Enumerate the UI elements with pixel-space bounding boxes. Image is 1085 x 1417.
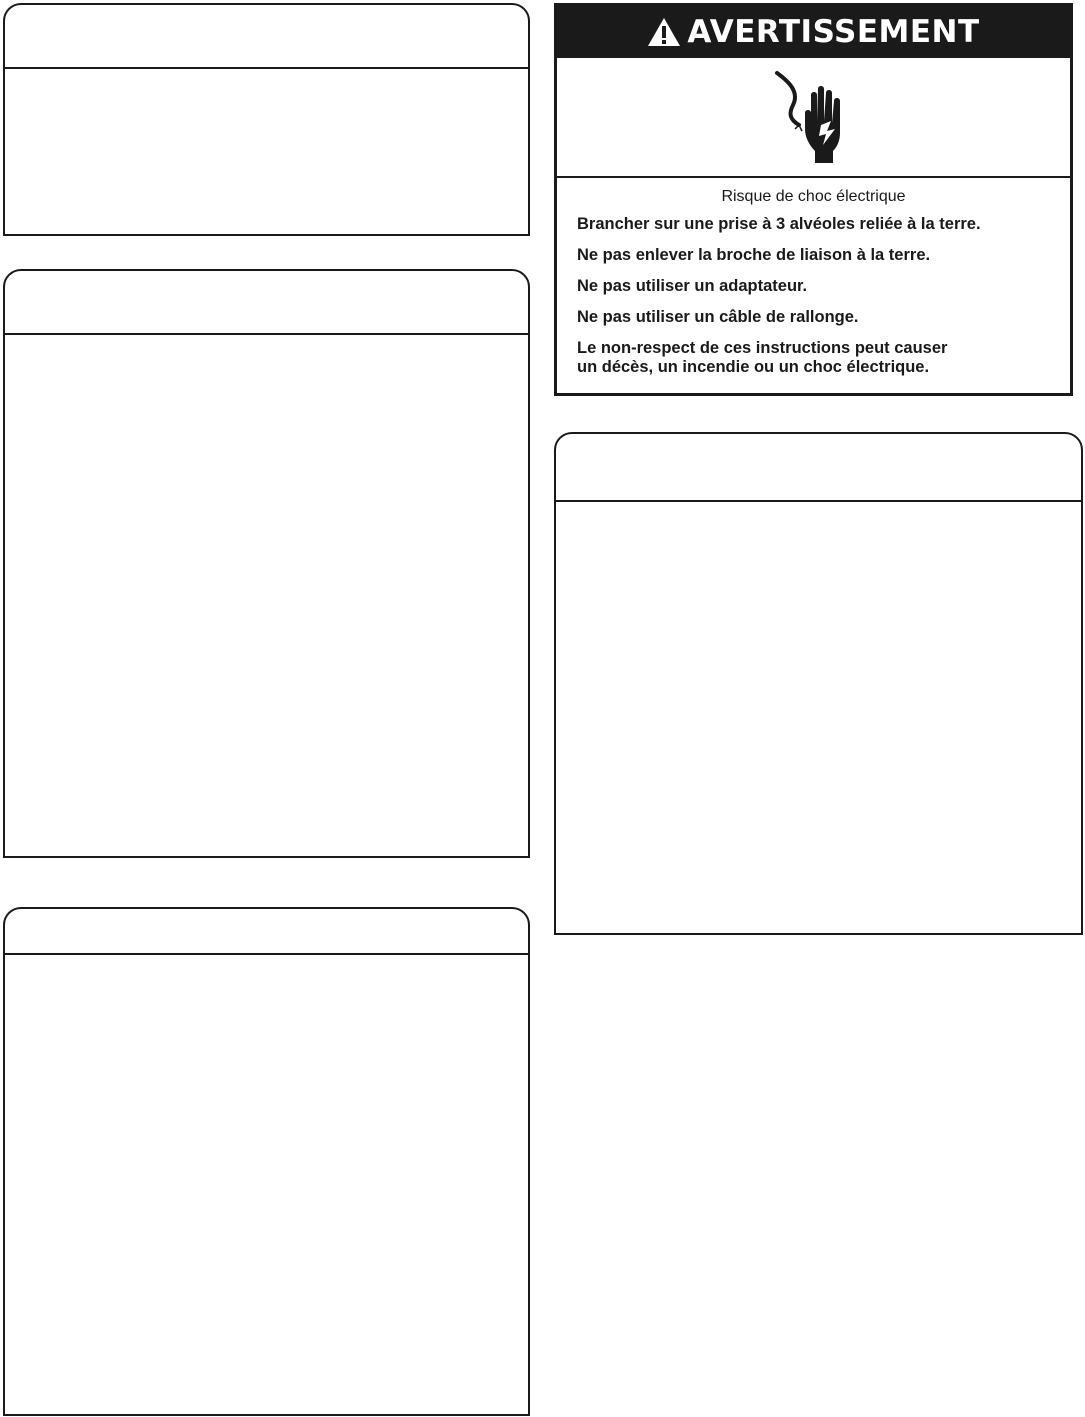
warning-instruction: Ne pas utiliser un adaptateur.	[577, 277, 808, 295]
section-panel-middle-left	[3, 269, 530, 858]
warning-instruction: Brancher sur une prise à 3 alvéoles reliée à la terre.	[577, 215, 981, 233]
section-panel-header	[5, 5, 528, 69]
section-panel-right	[554, 432, 1083, 935]
warning-consequence-line: Le non-respect de ces instructions peut causer	[577, 339, 948, 357]
section-panel-top-left	[3, 3, 530, 236]
warning-consequence-line: un décès, un incendie ou un choc électrique.	[577, 358, 930, 376]
warning-header	[557, 6, 1070, 58]
section-panel-header	[5, 909, 528, 955]
warning-instruction: Ne pas utiliser un câble de rallonge.	[577, 308, 859, 326]
warning-triangle-icon	[647, 17, 681, 47]
warning-subtitle: Risque de choc électrique	[721, 188, 906, 205]
warning-label	[554, 3, 1073, 396]
warning-instruction: Ne pas enlever la broche de liaison à la terre.	[577, 246, 931, 264]
warning-consequence	[577, 339, 1058, 377]
warning-body	[577, 188, 1058, 377]
warning-title: AVERTISSEMENT	[687, 14, 980, 50]
section-panel-header	[556, 434, 1081, 502]
section-panel-bottom-left	[3, 907, 530, 1416]
section-panel-header	[5, 271, 528, 335]
warning-symbol-area	[557, 58, 1070, 178]
electric-shock-hand-icon	[769, 67, 859, 167]
